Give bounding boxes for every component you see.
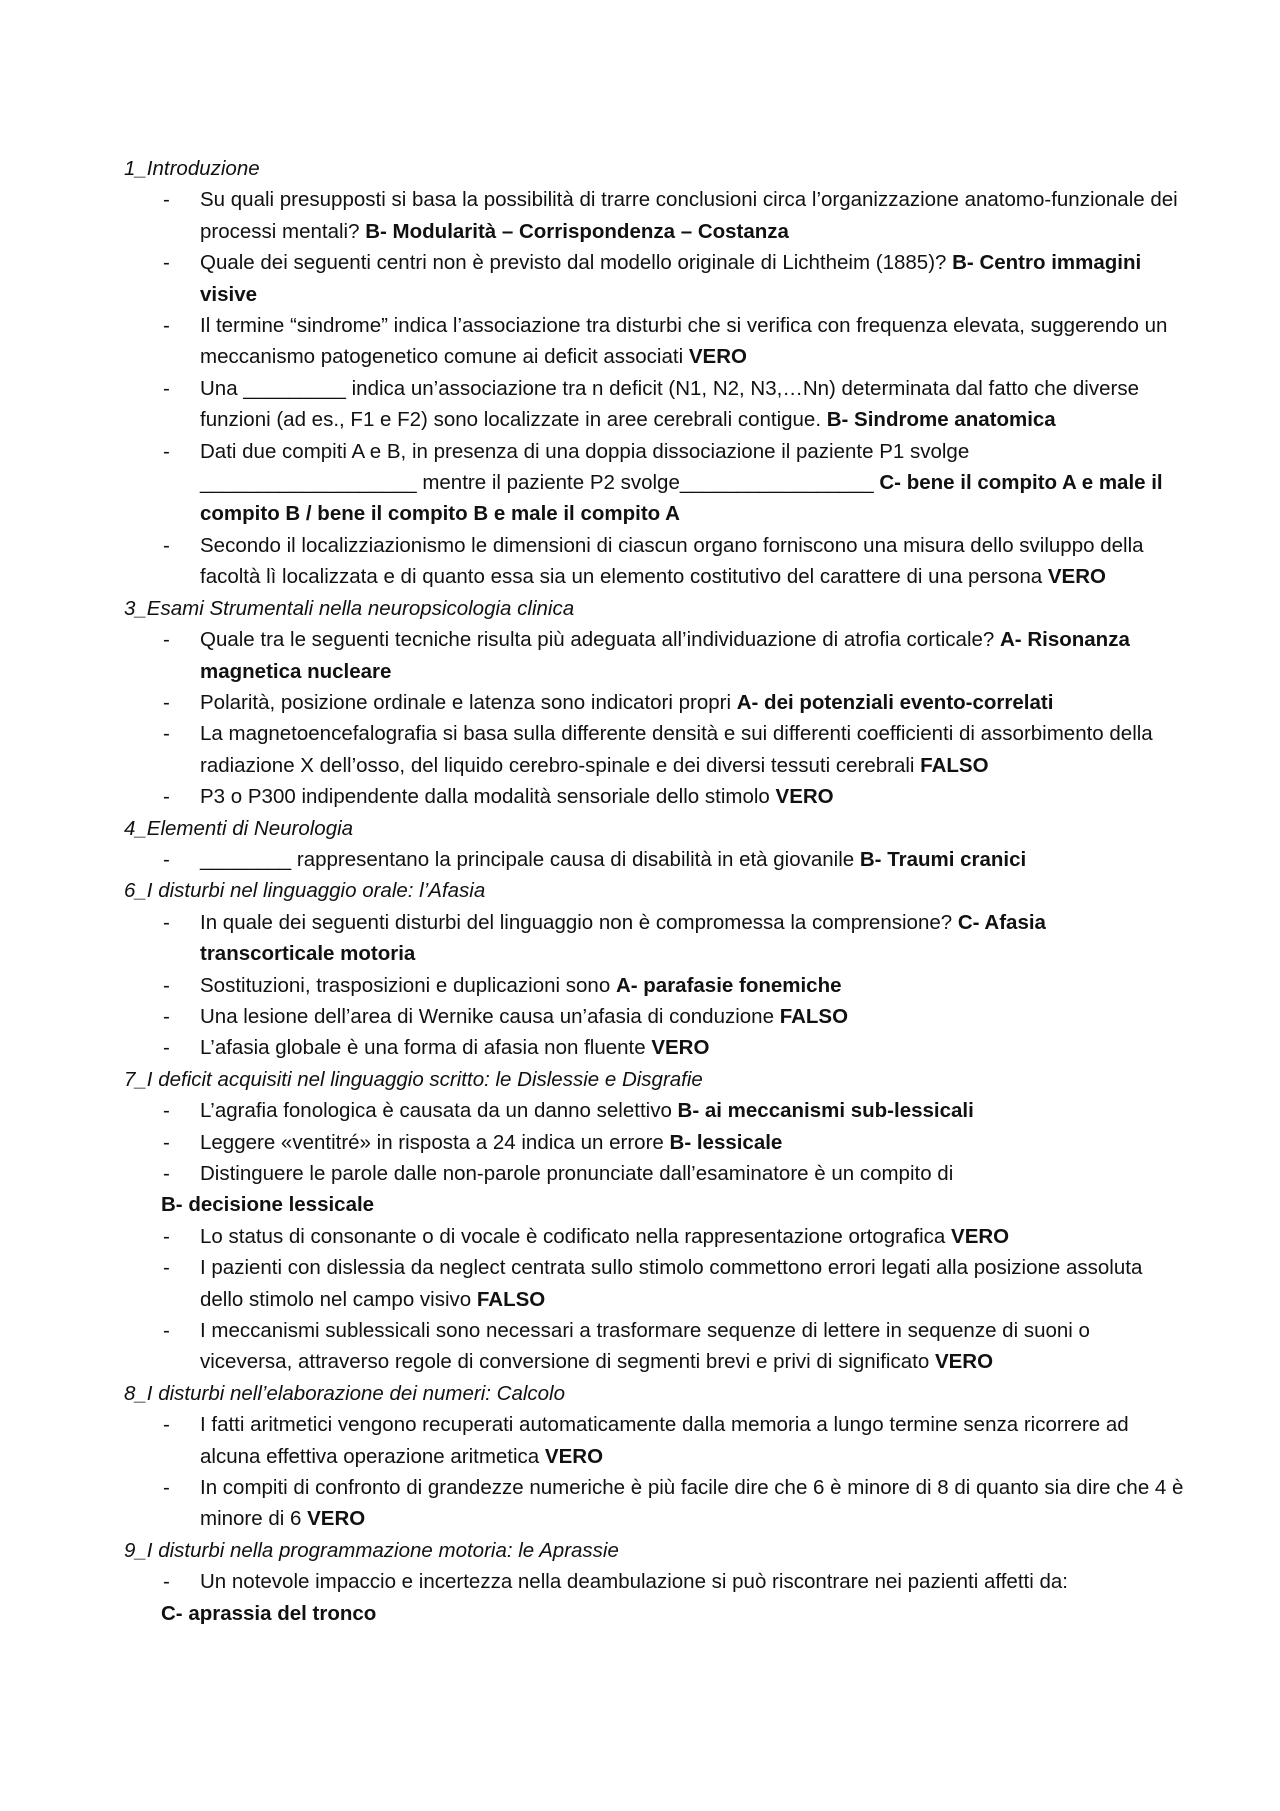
list-item <box>124 436 1184 530</box>
answer-text: A- Risonanza magnetica nucleare <box>200 628 1130 683</box>
question-text: Un notevole impaccio e incertezza nella deambulazione si può riscontrare nei pazienti affetti da: <box>200 1570 1068 1594</box>
list-item <box>124 310 1184 373</box>
answer-text: FALSO <box>779 1004 849 1028</box>
list-item <box>124 184 1184 247</box>
answer-text: VERO <box>951 1224 1010 1248</box>
document-body <box>124 153 1184 1629</box>
answer-text: VERO <box>307 1507 366 1531</box>
list-item <box>124 781 1184 812</box>
question-list-elementi-neurologia <box>124 844 1184 875</box>
section-title-introduzione: 1_Introduzione <box>124 157 260 180</box>
list-item <box>124 844 1184 875</box>
list-item <box>124 1315 1184 1378</box>
question-text: Sostituzioni, trasposizioni e duplicazioni sono <box>200 973 616 997</box>
answer-text: VERO <box>688 345 747 369</box>
answer-text: B- Modularità – Corrispondenza – Costanza <box>365 219 789 243</box>
question-list-esami-strumentali <box>124 624 1184 812</box>
answer-text: VERO <box>775 785 834 809</box>
answer-text: VERO <box>1047 565 1106 589</box>
answer-text: A- dei potenziali evento-correlati <box>736 690 1054 714</box>
question-list-dislessie-disgrafie <box>124 1095 1184 1378</box>
list-item <box>124 1252 1184 1315</box>
question-text: In compiti di confronto di grandezze numeriche è più facile dire che 6 è minore di 8 di quanto sia dire che 4 è minore di 6 <box>200 1476 1184 1531</box>
answer-text: B- ai meccanismi sub-lessicali <box>677 1099 974 1123</box>
list-item <box>124 1095 1184 1126</box>
section-title-esami-strumentali: 3_Esami Strumentali nella neuropsicologia clinica <box>124 596 575 620</box>
question-text: Su quali presupposti si basa la possibilità di trarre conclusioni circa l’organizzazione anatomo-funzionale dei processi mentali? <box>200 188 1178 243</box>
question-text: La magnetoencefalografia si basa sulla differente densità e sui differenti coefficienti di assorbimento della radiazione X dell’osso, del liquido cerebro-spinale e dei diversi tessuti cerebrali <box>200 722 1153 777</box>
answer-text: B- lessicale <box>669 1130 783 1154</box>
question-text: Leggere «ventitré» in risposta a 24 indica un errore <box>200 1130 670 1154</box>
question-text: I pazienti con dislessia da neglect centrata sullo stimolo commettono errori legati alla posizione assoluta dello stimolo nel campo visivo <box>200 1256 1143 1311</box>
question-text: Il termine “sindrome” indica l’associazione tra disturbi che si verifica con frequenza elevata, suggerendo un meccanismo patogenetico comune ai deficit associati <box>200 314 1168 369</box>
question-list-aprassie <box>124 1566 1184 1629</box>
question-text: Una lesione dell’area di Wernike causa un’afasia di conduzione <box>200 1004 780 1028</box>
answer-text: FALSO <box>476 1287 546 1311</box>
question-text: Distinguere le parole dalle non-parole pronunciate dall’esaminatore è un compito di <box>200 1162 954 1185</box>
question-text: Una _________ indica un’associazione tra n deficit (N1, N2, N3,…Nn) determinata dal fatto che diverse funzioni (ad es., F1 e F2) sono localizzate in aree cerebrali contigue. <box>200 376 1139 432</box>
list-item <box>124 907 1184 970</box>
section-title-dislessie-disgrafie: 7_I deficit acquisiti nel linguaggio scritto: le Dislessie e Disgrafie <box>124 1067 703 1091</box>
question-text: L’afasia globale è una forma di afasia non fluente <box>200 1036 652 1060</box>
list-item <box>124 1566 1184 1629</box>
question-list-afasia <box>124 907 1184 1064</box>
list-item <box>124 373 1184 436</box>
list-item <box>124 530 1184 593</box>
question-text: Quale tra le seguenti tecniche risulta più adeguata all’individuazione di atrofia corticale? <box>200 628 1000 652</box>
list-item <box>124 1158 1184 1221</box>
list-item <box>124 247 1184 310</box>
answer-text: VERO <box>544 1444 604 1468</box>
answer-text: B- decisione lessicale <box>161 1193 375 1217</box>
question-text: Polarità, posizione ordinale e latenza sono indicatori propri <box>200 690 737 714</box>
answer-text: VERO <box>934 1350 994 1374</box>
question-text: L’agrafia fonologica è causata da un danno selettivo <box>200 1099 678 1123</box>
question-text: I meccanismi sublessicali sono necessari a trasformare sequenze di lettere in sequenze di suoni o viceversa, attraverso regole di conversione di segmenti brevi e privi di significato <box>200 1319 1090 1374</box>
answer-text: C- bene il compito A e male il compito B / bene il compito B e male il compito A <box>200 471 1163 526</box>
answer-text: A- parafasie fonemiche <box>615 973 842 997</box>
section-title-afasia: 6_I disturbi nel linguaggio orale: l’Afasia <box>124 879 486 903</box>
list-item <box>124 624 1184 687</box>
list-item <box>124 1221 1184 1252</box>
question-text: In quale dei seguenti disturbi del linguaggio non è compromessa la comprensione? <box>200 910 958 934</box>
question-text: Dati due compiti A e B, in presenza di una doppia dissociazione il paziente P1 svolge ___________________ mentre il paziente P2 svolge_________________ <box>200 439 970 495</box>
answer-text: B- Centro immagini visive <box>200 251 1142 306</box>
answer-text: B- Sindrome anatomica <box>826 408 1056 432</box>
answer-text: FALSO <box>920 753 989 777</box>
list-item <box>124 1001 1184 1032</box>
section-title-aprassie: 9_I disturbi nella programmazione motoria: le Aprassie <box>124 1538 619 1562</box>
list-item <box>124 970 1184 1001</box>
question-text: P3 o P300 indipendente dalla modalità sensoriale dello stimolo <box>200 785 776 809</box>
question-text: Lo status di consonante o di vocale è codificato nella rappresentazione ortografica <box>200 1224 952 1248</box>
question-list-calcolo <box>124 1409 1184 1535</box>
list-item <box>124 1409 1184 1472</box>
answer-text: B- Traumi cranici <box>859 847 1027 871</box>
question-text: Secondo il localizziazionismo le dimensioni di ciascun organo forniscono una misura dello sviluppo della facoltà lì localizzata e di quanto essa sia un elemento costitutivo del carattere di una persona <box>200 533 1144 589</box>
question-list-introduzione <box>124 184 1184 592</box>
list-item <box>124 718 1184 781</box>
question-text: Quale dei seguenti centri non è previsto dal modello originale di Lichtheim (1885)? <box>200 251 953 275</box>
list-item <box>124 1032 1184 1063</box>
answer-text: C- aprassia del tronco <box>161 1601 377 1625</box>
question-text: ________ rappresentano la principale causa di disabilità in età giovanile <box>200 847 860 871</box>
answer-text: VERO <box>651 1036 710 1060</box>
section-title-calcolo: 8_I disturbi nell’elaborazione dei numeri: Calcolo <box>124 1381 566 1405</box>
question-text: I fatti aritmetici vengono recuperati automaticamente dalla memoria a lungo termine senza ricorrere ad alcuna effettiva operazione aritmetica <box>200 1413 1129 1468</box>
list-item <box>124 1472 1184 1535</box>
list-item <box>124 1127 1184 1158</box>
list-item <box>124 687 1184 718</box>
answer-text: C- Afasia transcorticale motoria <box>200 910 1046 966</box>
section-title-elementi-neurologia: 4_Elementi di Neurologia <box>124 816 354 840</box>
